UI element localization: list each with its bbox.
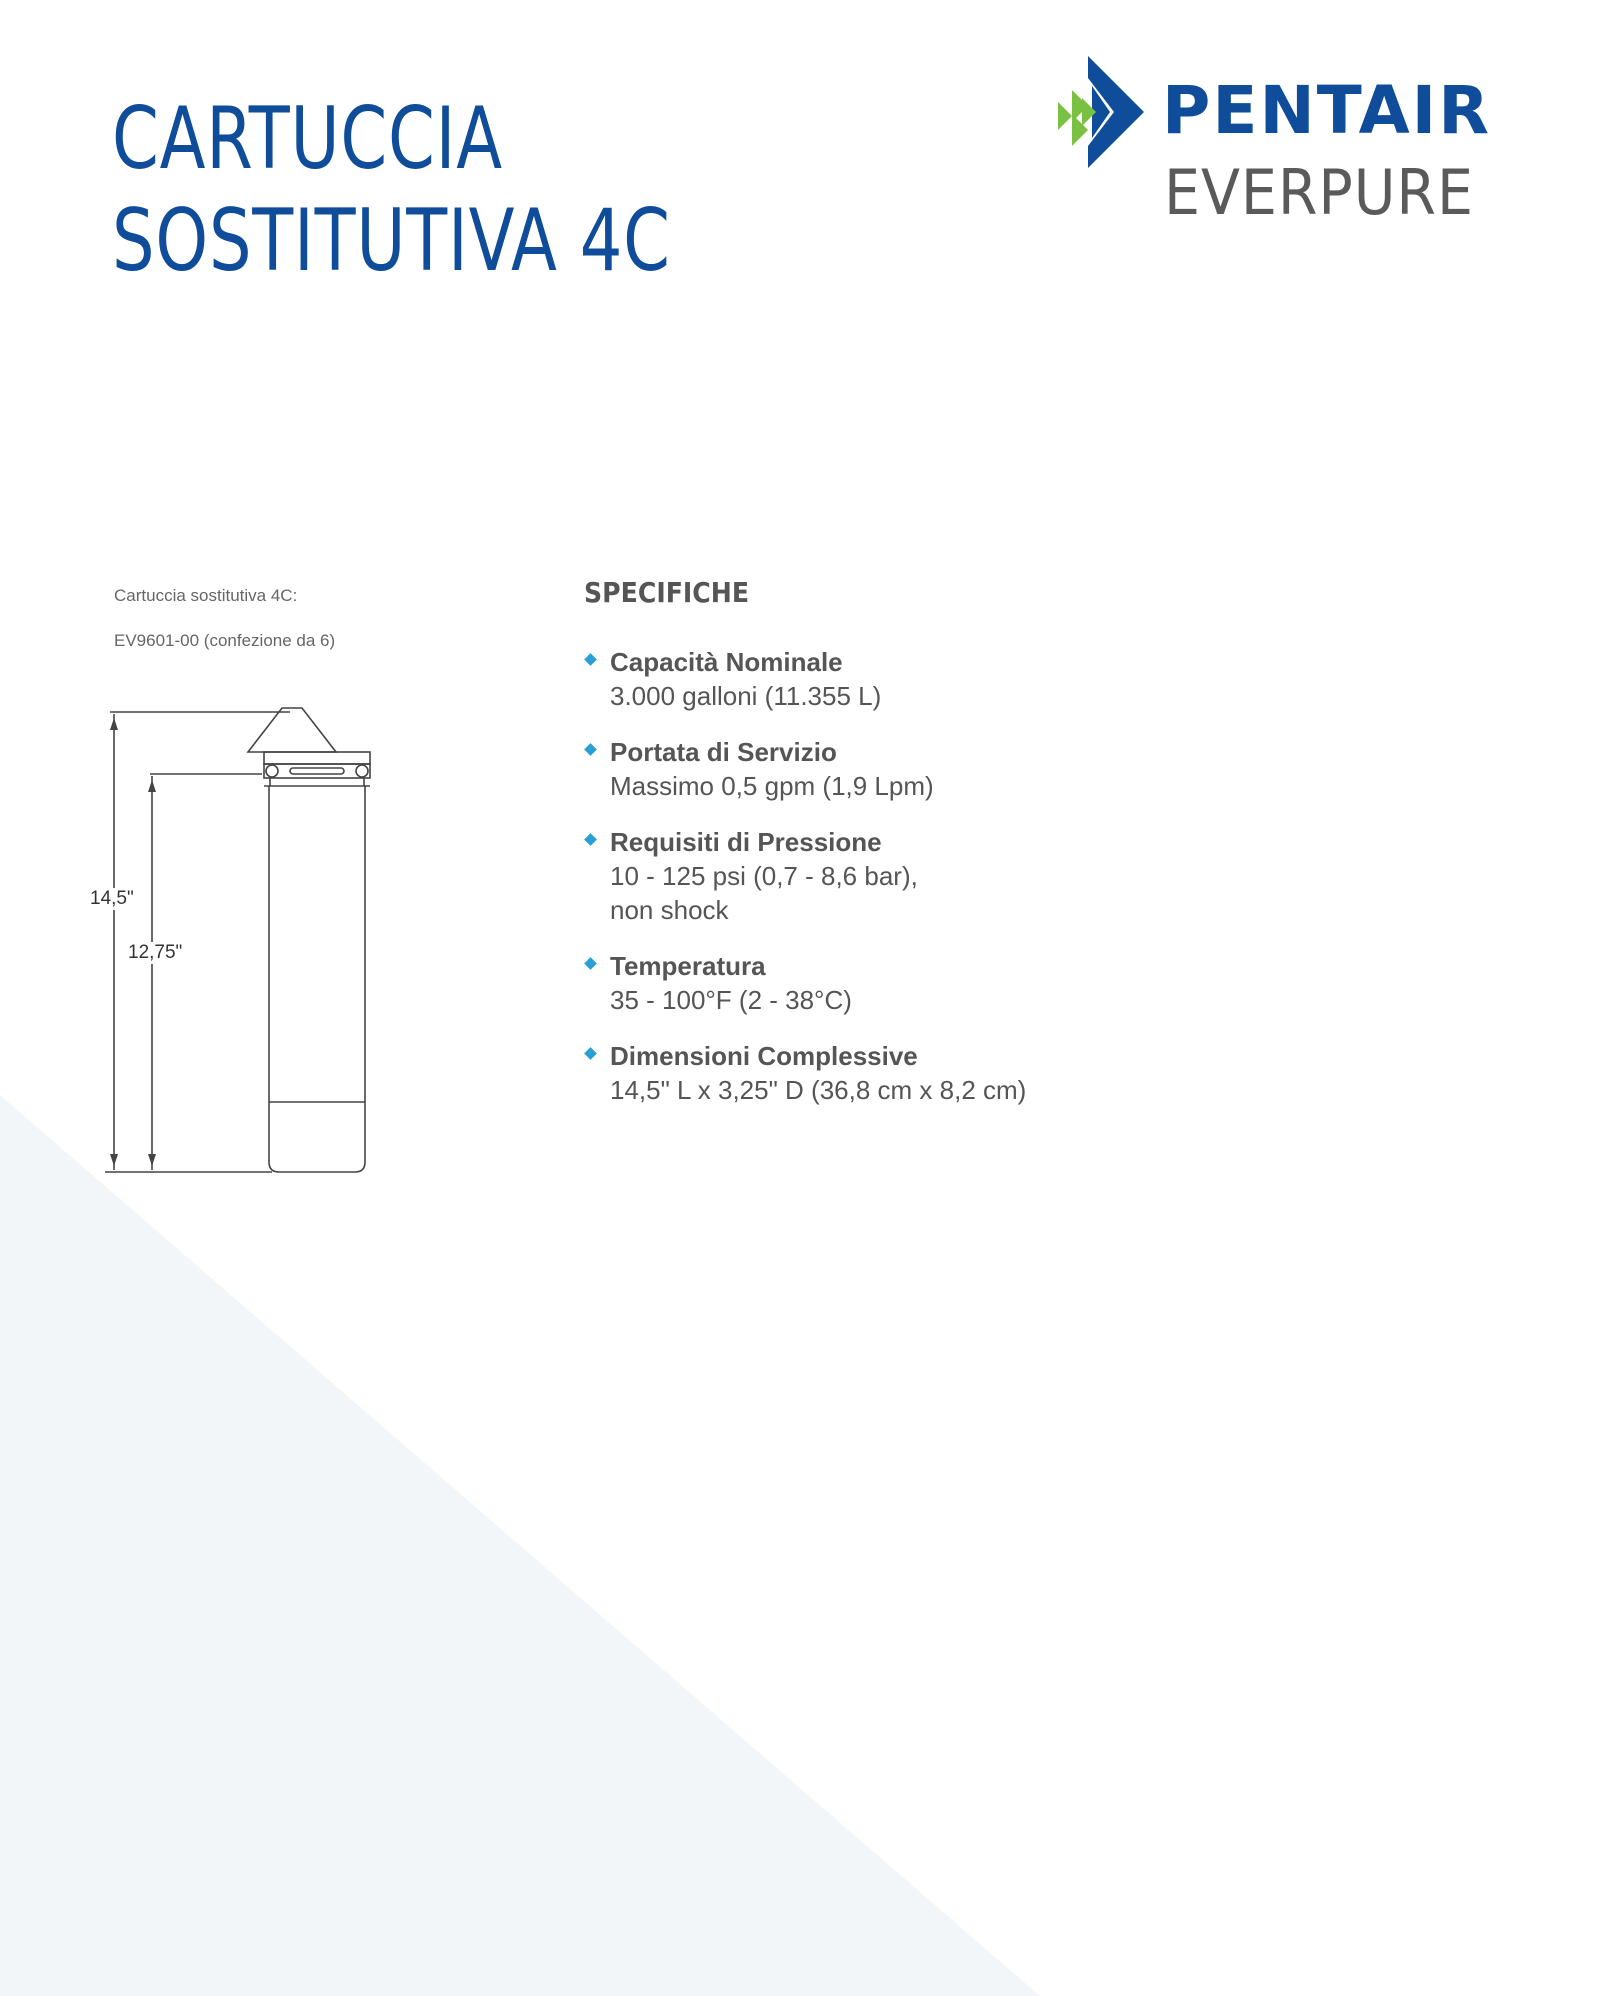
- product-caption-line-1: Cartuccia sostitutiva 4C:: [114, 586, 298, 605]
- diamond-bullet-icon: [584, 743, 597, 756]
- spec-item-temperature: [584, 949, 1026, 1017]
- page-title: [112, 88, 671, 292]
- spec-value: 35 - 100°F (2 - 38°C): [610, 985, 852, 1015]
- specifications-heading: SPECIFICHE: [584, 576, 750, 609]
- body-height-label: 12,75": [128, 942, 183, 963]
- spec-item-flow-rate: [584, 735, 1026, 803]
- spec-value: 10 - 125 psi (0,7 - 8,6 bar),: [610, 861, 918, 891]
- spec-label: Temperatura: [610, 951, 766, 981]
- logo-product-text: EVERPURE: [1164, 156, 1474, 229]
- diamond-bullet-icon: [584, 1047, 597, 1060]
- cartridge-illustration-icon: [80, 690, 400, 1180]
- spec-item-capacity: [584, 645, 1026, 713]
- spec-label: Portata di Servizio: [610, 737, 837, 767]
- pentair-logo-mark-icon: [1052, 56, 1156, 180]
- diamond-bullet-icon: [584, 653, 597, 666]
- spec-value: 14,5" L x 3,25" D (36,8 cm x 8,2 cm): [610, 1075, 1027, 1105]
- spec-value: Massimo 0,5 gpm (1,9 Lpm): [610, 771, 934, 801]
- title-line-1: CARTUCCIA: [112, 89, 503, 189]
- cartridge-dimension-drawing: [80, 690, 400, 1185]
- spec-item-pressure: [584, 825, 1026, 927]
- spec-value-continued: non shock: [610, 895, 729, 925]
- specifications-section: [584, 576, 1026, 1129]
- spec-label: Requisiti di Pressione: [610, 827, 882, 857]
- spec-value: 3.000 galloni (11.355 L): [610, 681, 882, 711]
- spec-label: Capacità Nominale: [610, 647, 843, 677]
- product-caption-line-2: EV9601-00 (confezione da 6): [114, 631, 336, 650]
- logo-brand-text: PENTAIR: [1162, 72, 1492, 149]
- spec-item-dimensions: [584, 1039, 1026, 1107]
- spec-label: Dimensioni Complessive: [610, 1041, 918, 1071]
- overall-height-label: 14,5": [90, 888, 134, 909]
- diamond-bullet-icon: [584, 833, 597, 846]
- diamond-bullet-icon: [584, 957, 597, 970]
- title-line-2: SOSTITUTIVA 4C: [112, 191, 671, 291]
